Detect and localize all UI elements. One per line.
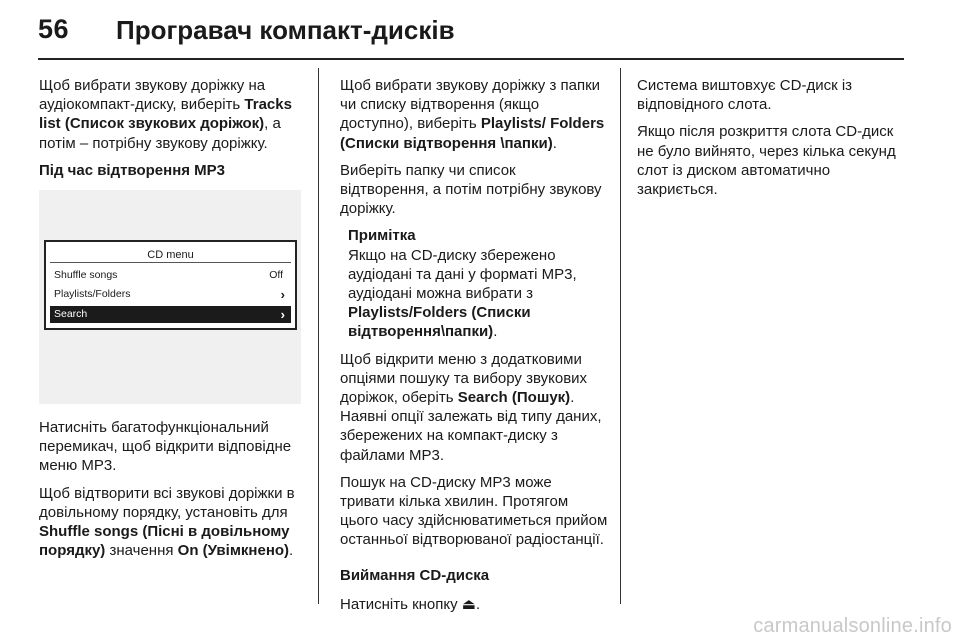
column-3 [637,76,912,207]
menu-term: On (Увімкнено) [177,542,290,560]
note-block [348,226,608,341]
subheading: Виймання CD-диска [340,566,490,584]
menu-item-shuffle-songs[interactable] [50,267,291,284]
column-divider [620,68,621,604]
text: Щоб відтворити всі звукові доріжки в довільному порядку, установіть для [39,484,295,521]
text: Щоб вибрати звукову доріжку з папки чи списку відтворення (якщо доступно), виберіть [340,77,601,133]
page-title: Програвач компакт-дисків [116,15,455,45]
menu-item-label: Playlists/Folders [54,288,131,301]
paragraph [340,76,608,153]
note-title: Примітка [348,227,416,245]
paragraph: Виберіть папку чи список відтворення, а потім потрібну звукову доріжку. [340,161,602,218]
menu-item-label: Search [54,308,88,321]
menu-item-search[interactable] [50,306,291,323]
paragraph [39,76,301,153]
text: Якщо на CD-диску збережено аудіодані та дані у форматі MP3, аудіодані можна вибрати з [348,246,577,303]
paragraph: Натисніть багатофункціональний перемикач, щоб відкрити відповідне меню MP3. [39,419,292,475]
paragraph [340,350,608,465]
text: Щоб відкрити меню з додатковими опціями пошуку та вибору звукових доріжок, оберіть [340,350,588,407]
page-number: 56 [38,14,70,44]
paragraph [39,484,301,561]
eject-icon: ⏏ [461,595,476,613]
text: , а потім – потрібну звукову доріжку. [39,115,281,152]
subheading: Під час відтворення MP3 [39,161,226,179]
menu-term: Tracks list (Список звукових доріжок) [39,96,292,133]
paragraph: Якщо після розкриття слота CD-диск не було вийнято, через кілька секунд слот із диском автоматично закриється. [637,123,896,199]
divider [50,262,291,263]
page-header [38,14,904,54]
text: . [493,323,498,341]
menu-item-label: Shuffle songs [54,269,118,282]
menu-item-playlists-folders[interactable] [50,286,291,303]
paragraph: Система виштовхує CD-диск із відповідного слота. [637,77,853,114]
header-rule [38,58,904,60]
column-1 [39,76,301,568]
chevron-right-icon: › [280,307,285,323]
column-divider [318,68,319,604]
display-screen [44,240,297,330]
chevron-right-icon: › [280,287,285,303]
text: . Наявні опції залежать від типу даних, збережених на компакт-диску з файлами MP3. [340,389,602,464]
cd-menu-illustration [39,190,301,404]
text: . [289,542,294,560]
paragraph: Пошук на CD-диску MP3 може тривати кілька хвилин. Протягом цього часу здійснюватиметься прийом останньої відтворюваної радіостанції. [340,473,608,549]
menu-item-value: Off [269,269,283,282]
column-2 [340,76,608,622]
text: Натисніть кнопку [340,595,458,613]
menu-term: Playlists/Folders (Списки відтворення\папки) [348,304,531,341]
text: значення [105,542,178,560]
text: Щоб вибрати звукову доріжку на аудіокомпакт-диску, виберіть [39,77,266,114]
menu-term: Shuffle songs (Пісні в довільному порядку) [39,523,290,560]
text: . [552,134,557,152]
menu-term: Playlists/ Folders (Списки відтворення \папки) [340,115,605,152]
screen-title: CD menu [147,249,194,262]
menu-term: Search (Пошук) [457,389,571,407]
paragraph: Натисніть кнопку ⏏. [340,595,481,613]
watermark: carmanualsonline.info [753,615,952,637]
